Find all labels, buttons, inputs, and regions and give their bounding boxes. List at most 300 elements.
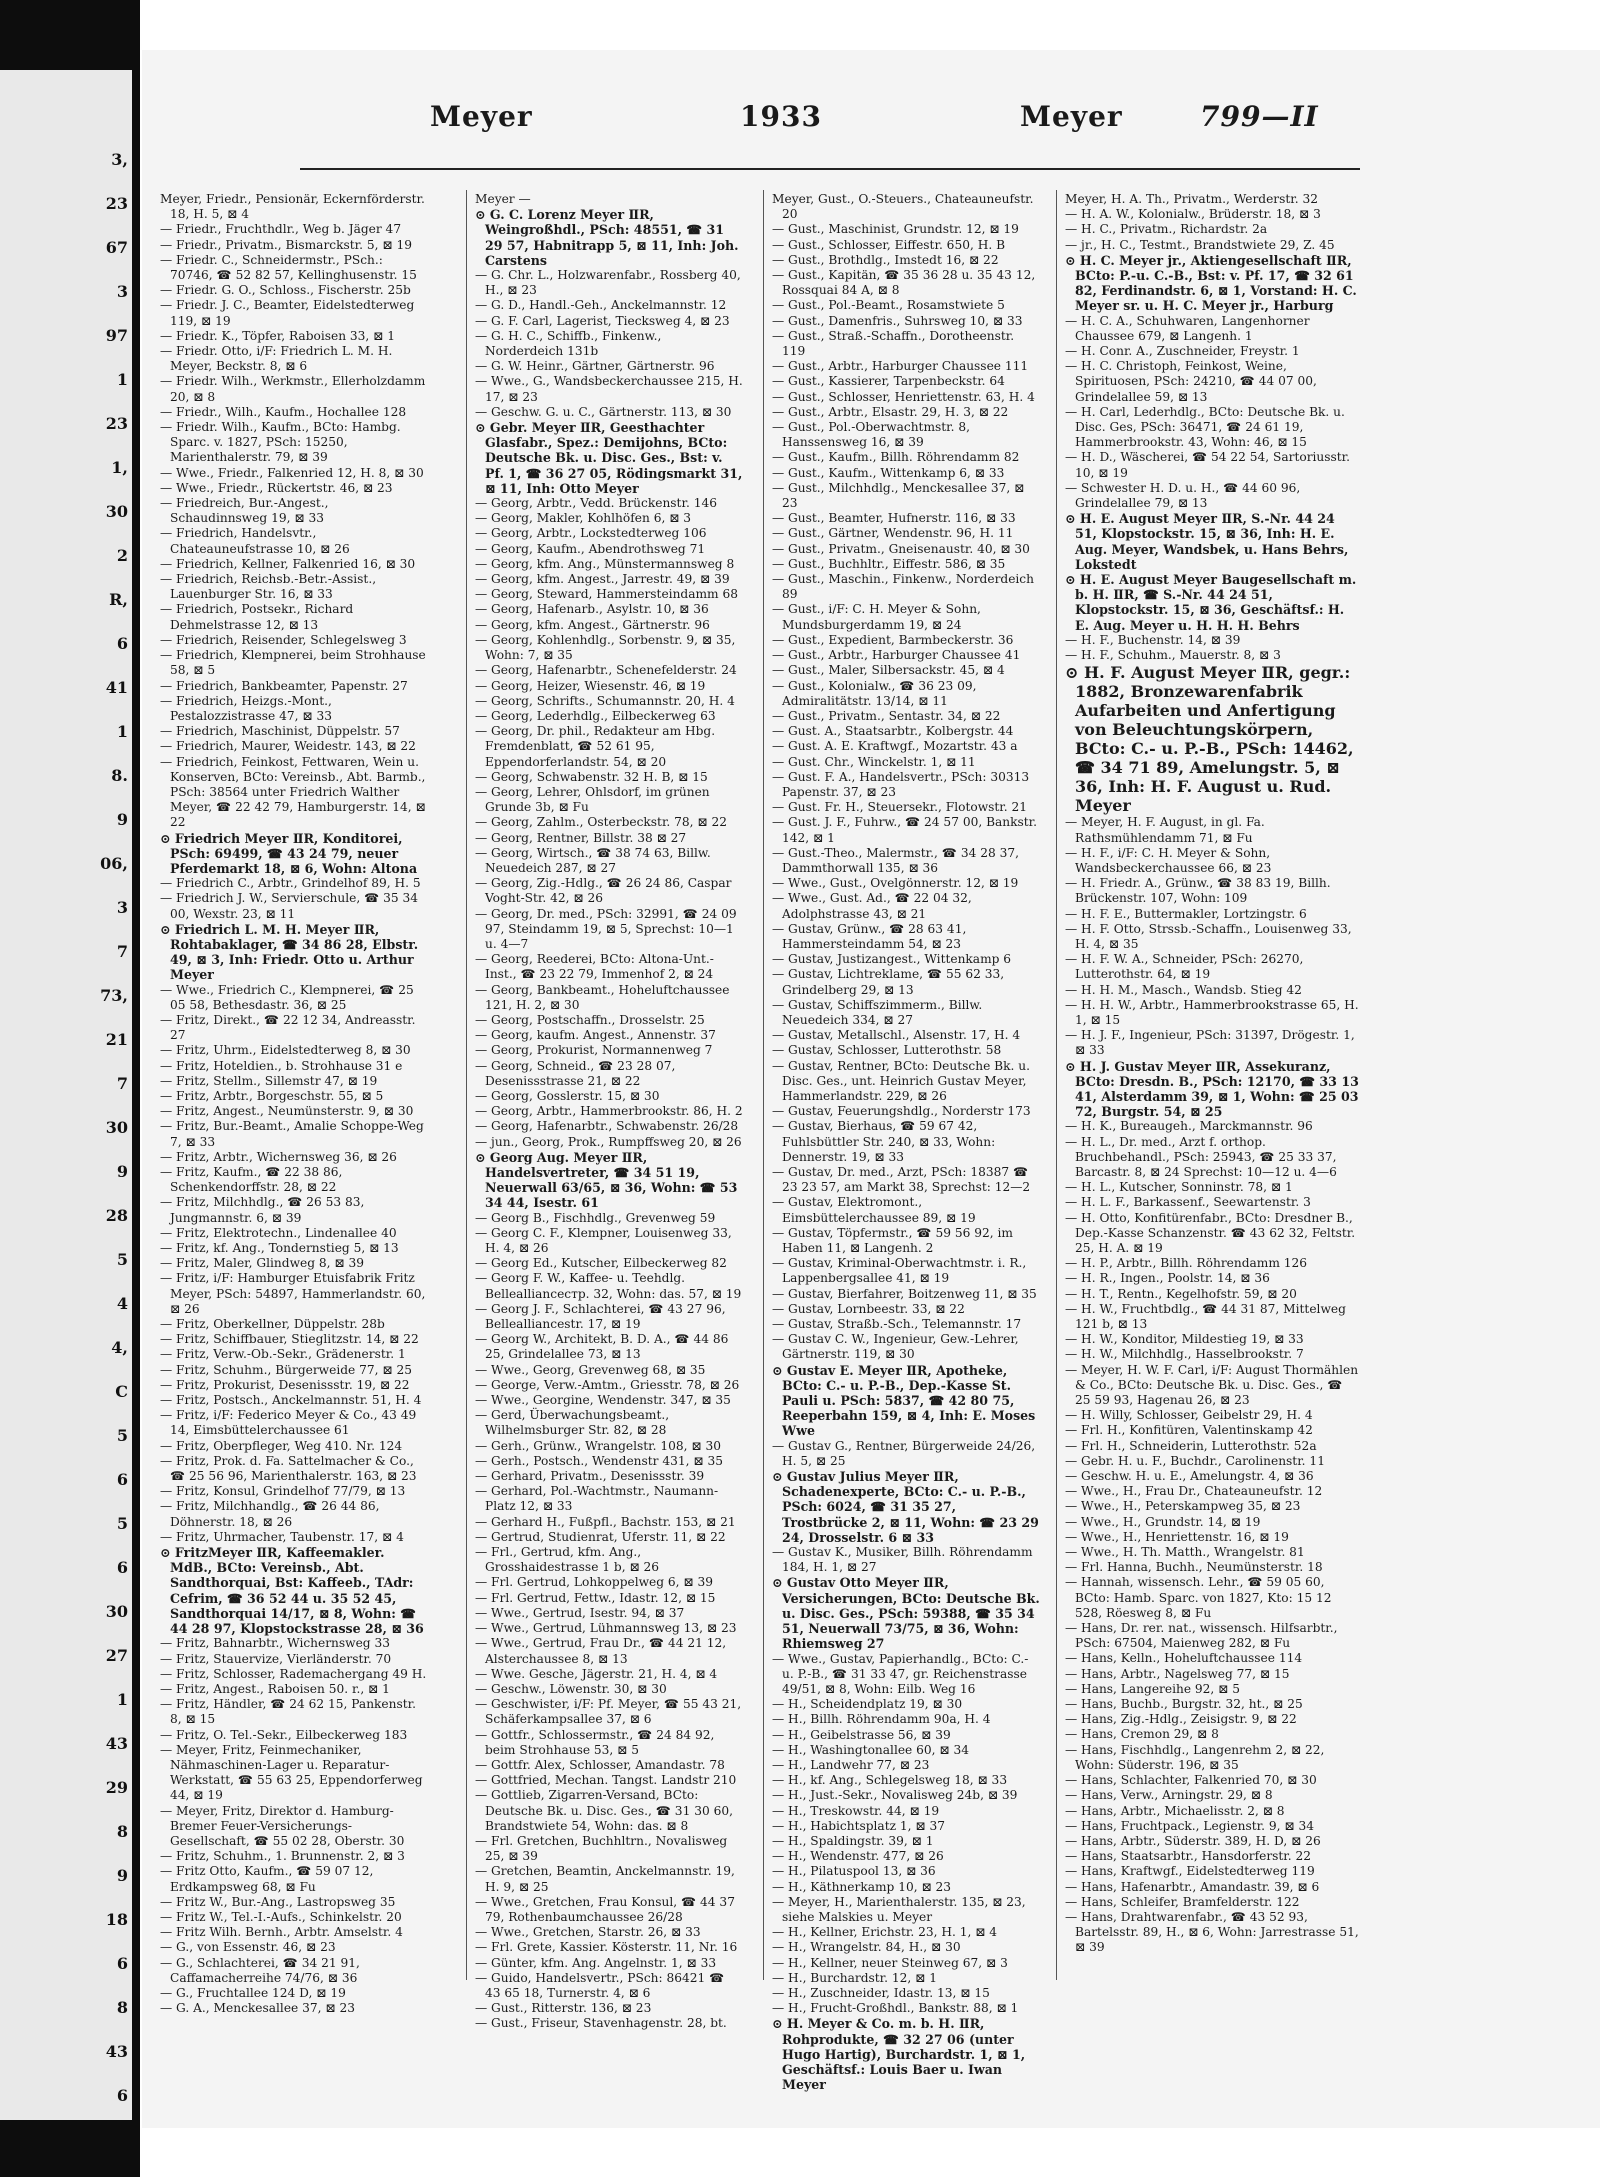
directory-entry: — Hans, Drahtwarenfabr., ☎ 43 52 93, Bartelsstr. 89, H., ⊠ 6, Wohn: Jarrestrasse 51, ⊠ 39 [1065, 1909, 1359, 1955]
directory-entry: — Hans, Schleifer, Bramfelderstr. 122 [1065, 1894, 1300, 1909]
directory-entry: — H. Otto, Konfitürenfabr., BCto: Dresdner B., Dep.-Kasse Schanzenstr. ☎ 43 62 32, Feltstr. 25, H. A. ⊠ 19 [1065, 1210, 1356, 1255]
previous-page-fragment: 21 [105, 1030, 128, 1049]
previous-page-fragment: 5 [116, 1250, 128, 1269]
directory-entry: — Fritz, Schuhm., 1. Brunnenstr. 2, ⊠ 3 [160, 1849, 405, 1864]
directory-entry: — Georg, Hafenarbtr., Schenefelderstr. 24 [475, 663, 737, 678]
directory-entry: — Hans, Schlachter, Falkenried 70, ⊠ 30 [1065, 1773, 1317, 1788]
column-divider [466, 190, 467, 1980]
directory-entry: — Gust., Buchhltr., Eiffestr. 586, ⊠ 35 [772, 556, 1006, 571]
firm-entry: ⊙ H. C. Meyer jr., Aktiengesellschaft ⅡR, BCto: P.-u. C.-B., Bst: v. Pf. 17, ☎ 32 61 82, Ferdinandstr. 6, ⊠ 1, Vorstand: H. C. Meyer sr. u. H. C. Meyer jr., Harburg [1065, 252, 1357, 314]
previous-page-fragment: 1, [111, 458, 128, 477]
previous-page-fragment: 3, [111, 150, 128, 169]
directory-entry: — Friedr., Fruchthdlr., Weg b. Jäger 47 [160, 222, 402, 237]
directory-entry: — H., Wendenstr. 477, ⊠ 26 [772, 1849, 944, 1864]
directory-entry: — Gust., Beamter, Hufnerstr. 116, ⊠ 33 [772, 511, 1016, 526]
directory-entry: — Gust., Arbtr., Elsastr. 29, H. 3, ⊠ 22 [772, 404, 1009, 419]
directory-entry: — Hans, Fruchtpack., Legienstr. 9, ⊠ 34 [1065, 1818, 1314, 1833]
directory-entry: — Friedr. Wilh., Werkmstr., Ellerholzdamm 20, ⊠ 8 [160, 374, 426, 404]
directory-entry: — Wwe., H., Peterskampweg 35, ⊠ 23 [1065, 1499, 1301, 1514]
directory-entry: — H. C., Privatm., Richardstr. 2a [1065, 222, 1268, 237]
directory-entry: — H. W., Konditor, Mildestieg 19, ⊠ 33 [1065, 1332, 1304, 1347]
directory-entry: — Fritz, Uhrm., Eidelstedterweg 8, ⊠ 30 [160, 1043, 411, 1058]
directory-entry: — Wwe., Friedr., Falkenried 12, H. 8, ⊠ 30 [160, 465, 424, 480]
directory-entry: — Fritz, Bur.-Beamt., Amalie Schoppe-Weg 7, ⊠ 33 [160, 1119, 424, 1149]
previous-page-fragment: 4, [111, 1338, 128, 1357]
directory-entry: — Hans, Cremon 29, ⊠ 8 [1065, 1727, 1219, 1742]
previous-page-fragment: 6 [116, 2086, 128, 2105]
directory-entry: — Fritz, Maler, Glindweg 8, ⊠ 39 [160, 1256, 364, 1271]
directory-entry: — H. C. A., Schuhwaren, Langenhorner Chaussee 679, ⊠ Langenh. 1 [1065, 313, 1310, 343]
directory-entry: — Gerh., Grünw., Wrangelstr. 108, ⊠ 30 [475, 1438, 721, 1453]
directory-entry: — Georg, Arbtr., Lockstedterweg 106 [475, 526, 707, 541]
directory-entry: — George, Verw.-Amtm., Griesstr. 78, ⊠ 26 [475, 1377, 740, 1392]
directory-entry: — H. D., Wäscherei, ☎ 54 22 54, Sartoriusstr. 10, ⊠ 19 [1065, 450, 1351, 480]
directory-entry: — H. Conr. A., Zuschneider, Freystr. 1 [1065, 344, 1300, 359]
directory-entry: — Georg, Arbtr., Hammerbrookstr. 86, H. 2 [475, 1104, 743, 1119]
directory-entry: — Friedreich, Bur.-Angest., Schaudinnsweg 19, ⊠ 33 [160, 496, 329, 526]
directory-entry: — Georg, Hafenarbtr., Schwabenstr. 26/28 [475, 1119, 739, 1134]
directory-entry: — Georg, Rentner, Billstr. 38 ⊠ 27 [475, 830, 687, 845]
directory-entry: — Hans, Fischhdlg., Langenrehm 2, ⊠ 22, Wohn: Süderstr. 196, ⊠ 35 [1065, 1742, 1325, 1772]
directory-entry: — Georg, Zig.-Hdlg., ☎ 26 24 86, Caspar Voght-Str. 42, ⊠ 26 [475, 876, 732, 906]
previous-page-fragment: 1 [116, 722, 128, 741]
directory-entry: — Gustav, Metallschl., Alsenstr. 17, H. 4 [772, 1028, 1021, 1043]
directory-entry: — Gustav K., Musiker, Billh. Röhrendamm 184, H. 1, ⊠ 27 [772, 1545, 1033, 1575]
directory-entry: — H., Habichtsplatz 1, ⊠ 37 [772, 1818, 945, 1833]
directory-entry: — Gebr. H. u. F., Buchdr., Carolinenstr. 11 [1065, 1453, 1325, 1468]
directory-entry: — Georg F. W., Kaffee- u. Teehdlg. Belleallianceстр. 32, Wohn: das. 57, ⊠ 19 [475, 1271, 742, 1301]
directory-entry: — Georg, Bankbeamt., Hoheluftchaussee 121, H. 2, ⊠ 30 [475, 982, 730, 1012]
directory-entry: — Frl. H., Konfitüren, Valentinskamp 42 [1065, 1423, 1313, 1438]
directory-entry: — Hans, Hafenarbtr., Amandastr. 39, ⊠ 6 [1065, 1879, 1320, 1894]
directory-entry: — Gustav G., Rentner, Bürgerweide 24/26, H. 5, ⊠ 25 [772, 1438, 1036, 1468]
directory-entry: — Geschwister, i/F: Pf. Meyer, ☎ 55 43 21, Schäferkampsallee 37, ⊠ 6 [475, 1697, 742, 1727]
directory-entry: — Fritz, Händler, ☎ 24 62 15, Pankenstr. 8, ⊠ 15 [160, 1697, 416, 1727]
directory-entry: — Frl. Gretchen, Buchhltrn., Novalisweg 25, ⊠ 39 [475, 1833, 728, 1864]
directory-entry: — Geschw., Löwenstr. 30, ⊠ 30 [475, 1681, 667, 1696]
directory-entry: — Gust., Schlosser, Henriettenstr. 63, H. 4 [772, 389, 1035, 404]
directory-entry: — Gust. Chr., Winckelstr. 1, ⊠ 11 [772, 754, 976, 769]
directory-entry: — Georg, kaufm. Angest., Annenstr. 37 [475, 1028, 716, 1043]
directory-entry: — Gustav, Dr. med., Arzt, PSch: 18387 ☎ 23 23 57, am Markt 38, Sprechst: 12—2 [772, 1165, 1031, 1195]
directory-entry: — Fritz, Stauervize, Vierländerstr. 70 [160, 1651, 392, 1666]
directory-entry: — Wwe., Gertrud, Lühmannsweg 13, ⊠ 23 [475, 1621, 737, 1636]
directory-entry: — H. L. F., Barkassenf., Seewartenstr. 3 [1065, 1195, 1311, 1210]
directory-entry: — Gust., Pol.-Oberwachtmstr. 8, Hanssensweg 16, ⊠ 39 [772, 420, 971, 450]
directory-entry: — Meyer, H. F. August, in gl. Fa. Rathsmühlendamm 71, ⊠ Fu [1065, 815, 1265, 845]
directory-entry: — Friedrich, Maurer, Weidestr. 143, ⊠ 22 [160, 739, 416, 754]
directory-entry: — Friedrich C., Arbtr., Grindelhof 89, H. 5 [160, 876, 421, 891]
directory-entry: — Georg, Dr. phil., Redakteur am Hbg. Fremdenblatt, ☎ 52 61 95, Eppendorferlandstr. 54, ⊠ 20 [475, 724, 716, 769]
directory-entry: — Wwe., Gustav, Papierhandlg., BCto: C.- u. P.-B., ☎ 31 33 47, gr. Reichenstrasse 49/51, ⊠ 8, Wohn: Eilb. Weg 16 [772, 1651, 1029, 1696]
directory-entry: — Meyer, Fritz, Feinmechaniker, Nähmaschinen-Lager u. Reparatur-Werkstatt, ☎ 55 63 25, Eppendorferweg 44, ⊠ 19 [160, 1742, 423, 1803]
previous-page-fragment: 27 [105, 1646, 128, 1665]
directory-entry: — Frl. H., Schneiderin, Lutterothstr. 52a [1065, 1438, 1317, 1453]
directory-entry: — Friedr. J. C., Beamter, Eidelstedterweg 119, ⊠ 19 [160, 298, 415, 328]
directory-entry: — H., Billh. Röhrendamm 90a, H. 4 [772, 1712, 991, 1727]
firm-entry: ⊙ H. J. Gustav Meyer ⅡR, Assekuranz, BCto: Dresdn. B., PSch: 12170, ☎ 33 13 41, Alsterdamm 39, ⊠ 1, Wohn: ☎ 25 03 72, Burgstr. 54, ⊠ 25 [1065, 1058, 1359, 1120]
directory-entry: — Frl. Grete, Kassier. Kösterstr. 11, Nr. 16 [475, 1940, 738, 1955]
directory-entry: — Fritz, Stellm., Sillemstr 47, ⊠ 19 [160, 1073, 378, 1088]
directory-entry: — Gust., Schlosser, Eiffestr. 650, H. B [772, 237, 1006, 252]
directory-entry: — H. F. Otto, Strssb.-Schaffn., Louisenweg 33, H. 4, ⊠ 35 [1065, 921, 1352, 951]
previous-page-fragment: 29 [105, 1778, 128, 1797]
directory-entry: — Wwe., H., Frau Dr., Chateauneufstr. 12 [1065, 1484, 1323, 1499]
column-3 [772, 192, 1040, 2093]
directory-entry: — H. P., Arbtr., Billh. Röhrendamm 126 [1065, 1256, 1308, 1271]
directory-entry: — Gust., Milchhdlg., Menckesallee 37, ⊠ 23 [772, 480, 1025, 511]
directory-entry: — Meyer, Fritz, Direktor d. Hamburg-Bremer Feuer-Versicherungs-Gesellschaft, ☎ 55 02 28, Oberstr. 30 [160, 1803, 405, 1848]
directory-entry: — H., Zuschneider, Idastr. 13, ⊠ 15 [772, 1985, 990, 2000]
directory-entry: — Gustav, Töpfermstr., ☎ 59 56 92, im Haben 11, ⊠ Langenh. 2 [772, 1225, 1013, 1256]
directory-entry: — Gustav, Lichtreklame, ☎ 55 62 33, Grindelberg 29, ⊠ 13 [772, 967, 1005, 997]
previous-page-fragment: 97 [105, 326, 128, 345]
directory-entry: — Wwe., Friedrich C., Klempnerei, ☎ 25 05 58, Bethesdastr. 36, ⊠ 25 [160, 982, 414, 1012]
header-page-number: 799—II [1200, 100, 1319, 133]
directory-entry: — G. Chr. L., Holzwarenfabr., Rossberg 40, H., ⊠ 23 [475, 268, 741, 298]
directory-entry: — H., Scheidendplatz 19, ⊠ 30 [772, 1697, 963, 1712]
directory-entry: — H. H. W., Arbtr., Hammerbrookstrasse 65, H. 1, ⊠ 15 [1065, 997, 1359, 1027]
previous-page-fragment: 43 [105, 2042, 128, 2061]
directory-entry: — Fritz, Milchhandlg., ☎ 26 44 86, Döhnerstr. 18, ⊠ 26 [160, 1499, 380, 1529]
directory-entry: — H., Geibelstrasse 56, ⊠ 39 [772, 1727, 951, 1742]
directory-entry: — Gustav, Feuerungshdlg., Norderstr 173 [772, 1104, 1031, 1119]
directory-entry: — Wwe., Gretchen, Starstr. 26, ⊠ 33 [475, 1925, 701, 1940]
directory-entry: — Fritz, Angest., Raboisen 50. r., ⊠ 1 [160, 1681, 390, 1696]
directory-entry: — Frl. Hanna, Buchh., Neumünsterstr. 18 [1065, 1560, 1323, 1575]
directory-entry: — Gust., Kolonialw., ☎ 36 23 09, Admiralitätstr. 13/14, ⊠ 11 [772, 678, 977, 708]
directory-entry: — H. L., Kutscher, Sonninstr. 78, ⊠ 1 [1065, 1180, 1293, 1195]
directory-entry: — Fritz, i/F: Federico Meyer & Co., 43 49 14, Eimsbüttelerchaussee 61 [160, 1408, 417, 1438]
directory-entry: — H. Willy, Schlosser, Geibelstr 29, H. 4 [1065, 1408, 1313, 1423]
column-divider [1056, 190, 1057, 1980]
directory-entry: — H., Käthnerkamp 10, ⊠ 23 [772, 1879, 952, 1894]
directory-entry: — Gottfr., Schlossermstr., ☎ 24 84 92, beim Strohhause 53, ⊠ 5 [475, 1727, 715, 1757]
previous-page-fragment: 7 [116, 942, 128, 961]
directory-entry: — Gustav, Justizangest., Wittenkamp 6 [772, 952, 1012, 967]
directory-entry: — H. H. M., Masch., Wandsb. Stieg 42 [1065, 982, 1302, 997]
directory-entry: — Gust., Arbtr., Harburger Chaussee 41 [772, 648, 1021, 663]
directory-entry: — Hans, Verw., Arningstr. 29, ⊠ 8 [1065, 1788, 1273, 1803]
directory-entry: — H. F., Schuhm., Mauerstr. 8, ⊠ 3 [1065, 648, 1281, 663]
directory-entry: — Gust., Maschinist, Grundstr. 12, ⊠ 19 [772, 222, 1019, 237]
directory-entry: — H. R., Ingen., Poolstr. 14, ⊠ 36 [1065, 1271, 1270, 1286]
directory-entry: — Fritz, Postsch., Anckelmannstr. 51, H. 4 [160, 1393, 422, 1408]
previous-page-fragment: 30 [105, 1602, 128, 1621]
directory-entry: — Fritz, kf. Ang., Tondernstieg 5, ⊠ 13 [160, 1241, 399, 1256]
previous-page-fragment: 8 [116, 1822, 128, 1841]
directory-entry: — H., Pilatuspool 13, ⊠ 36 [772, 1864, 936, 1879]
directory-entry: — H. F., Buchenstr. 14, ⊠ 39 [1065, 632, 1241, 647]
directory-entry: — Georg, Hafenarb., Asylstr. 10, ⊠ 36 [475, 602, 709, 617]
directory-entry: — Georg, Heizer, Wiesenstr. 46, ⊠ 19 [475, 678, 706, 693]
page-header [320, 100, 1600, 156]
directory-entry: — Wwe., Gust., Ovelgönnerstr. 12, ⊠ 19 [772, 876, 1019, 891]
directory-entry: — Wwe., Georg, Grevenweg 68, ⊠ 35 [475, 1362, 706, 1377]
directory-entry: — Fritz W., Tel.-I.-Aufs., Schinkelstr. 20 [160, 1909, 402, 1924]
directory-entry: — Hans, Kraftwgf., Eidelstedterweg 119 [1065, 1864, 1315, 1879]
firm-entry: ⊙ H. F. August Meyer ⅡR, gegr.: 1882, Bronzewarenfabrik Aufarbeiten und Anfertigung von Beleuchtungskörpern, BCto: C.- u. P.-B., PSch: 14462, ☎ 34 71 89, Amelungstr. 5, ⊠ 36, Inh: H. F. August u. Rud. Meyer [1065, 663, 1354, 816]
directory-entry: — H., Burchardstr. 12, ⊠ 1 [772, 1970, 937, 1985]
directory-entry: — Georg, Prokurist, Normannenweg 7 [475, 1043, 713, 1058]
directory-entry: — H. W., Milchhdlg., Hasselbrookstr. 7 [1065, 1347, 1304, 1362]
directory-entry: — Gertrud, Studienrat, Uferstr. 11, ⊠ 22 [475, 1529, 726, 1544]
previous-page-fragment: 67 [105, 238, 128, 257]
firm-entry: ⊙ Friedrich L. M. H. Meyer ⅡR, Rohtabaklager, ☎ 34 86 28, Elbstr. 49, ⊠ 3, Inh: Friedr. Otto u. Arthur Meyer [160, 921, 419, 983]
previous-page-fragment: 3 [116, 898, 128, 917]
directory-entry: — Friedr. K., Töpfer, Raboisen 33, ⊠ 1 [160, 328, 396, 343]
directory-entry: — Friedr. Wilh., Kaufm., BCto: Hambg. Sparc. v. 1827, PSch: 15250, Marienthalerstr. 79, ⊠ 39 [160, 420, 401, 465]
directory-entry: — Hans, Kelln., Hoheluftchaussee 114 [1065, 1651, 1303, 1666]
previous-page-fragment: 7 [116, 1074, 128, 1093]
directory-entry: — H., Wrangelstr. 84, H., ⊠ 30 [772, 1940, 961, 1955]
previous-page-fragment: 18 [105, 1910, 128, 1929]
directory-entry: — Fritz, Bahnarbtr., Wichernsweg 33 [160, 1636, 390, 1651]
directory-entry: — Gustav, Straßb.-Sch., Telemannstr. 17 [772, 1317, 1022, 1332]
directory-entry: — Georg C. F., Klempner, Louisenweg 33, H. 4, ⊠ 26 [475, 1225, 732, 1256]
directory-entry: — H. W., Fruchtbdlg., ☎ 44 31 87, Mittelweg 121 b, ⊠ 13 [1065, 1301, 1346, 1331]
directory-entry: — Gustav, Elektromont., Eimsbüttelerchaussee 89, ⊠ 19 [772, 1195, 976, 1225]
directory-entry: — H., Spaldingstr. 39, ⊠ 1 [772, 1833, 934, 1848]
directory-entry: — H. F. E., Buttermakler, Lortzingstr. 6 [1065, 906, 1307, 921]
directory-entry: — H. L., Dr. med., Arzt f. orthop. Bruchbehandl., PSch: 25943, ☎ 25 33 37, Barcastr. 8, ⊠ 24 Sprechst: 10—12 u. 4—6 [1065, 1134, 1337, 1179]
directory-entry: — Friedrich, Reichsb.-Betr.-Assist., Lauenburger Str. 16, ⊠ 33 [160, 572, 377, 602]
directory-entry: — Fritz, Angest., Neumünsterstr. 9, ⊠ 30 [160, 1104, 414, 1119]
directory-entry: — Hans, Dr. rer. nat., wissensch. Hilfsarbtr., PSch: 67504, Maienweg 282, ⊠ Fu [1065, 1621, 1338, 1651]
directory-entry: — H., kf. Ang., Schlegelsweg 18, ⊠ 33 [772, 1773, 1008, 1788]
directory-entry: — Schwester H. D. u. H., ☎ 44 60 96, Grindelallee 79, ⊠ 13 [1065, 480, 1301, 511]
directory-entry: — Gust., Pol.-Beamt., Rosamstwiete 5 [772, 298, 1005, 313]
directory-entry: — Frl. Gertrud, Fettw., Idastr. 12, ⊠ 15 [475, 1590, 716, 1605]
directory-entry: — Meyer, H., Marienthalerstr. 135, ⊠ 23, siehe Malskies u. Meyer [772, 1894, 1026, 1924]
previous-page-edge [0, 70, 132, 2120]
directory-entry: — Gustav, Schiffszimmerm., Billw. Neuedeich 334, ⊠ 27 [772, 997, 983, 1027]
directory-entry: — H. F., i/F: C. H. Meyer & Sohn, Wandsbeckerchaussee 66, ⊠ 23 [1065, 845, 1272, 875]
directory-entry: — Georg, Dr. med., PSch: 32991, ☎ 24 09 97, Steindamm 19, ⊠ 5, Sprechst: 10—1 u. 4—7 [475, 906, 737, 951]
directory-entry: — Fritz Wilh. Bernh., Arbtr. Amselstr. 4 [160, 1925, 403, 1940]
directory-entry: — Wwe., Gertrud, Isestr. 94, ⊠ 37 [475, 1605, 685, 1620]
directory-entry: — Gust., Kassierer, Tarpenbeckstr. 64 [772, 374, 1005, 389]
directory-entry: — Wwe., H. Th. Matth., Wrangelstr. 81 [1065, 1545, 1305, 1560]
directory-entry: — Gustav, Bierhaus, ☎ 59 67 42, Fuhlsbüttler Str. 240, ⊠ 33, Wohn: Dennerstr. 19, ⊠ 33 [772, 1119, 996, 1164]
directory-entry: — Gustav C. W., Ingenieur, Gew.-Lehrer, Gärtnerstr. 119, ⊠ 30 [772, 1332, 1019, 1362]
previous-page-fragment: R, [109, 590, 128, 609]
directory-entry: — Meyer, H. W. F. Carl, i/F: August Thormählen & Co., BCto: Deutsche Bk. u. Disc. Ges., ☎ 25 59 93, Hagenau 26, ⊠ 23 [1065, 1362, 1359, 1408]
directory-entry: — Georg, Wirtsch., ☎ 38 74 63, Billw. Neuedeich 287, ⊠ 27 [475, 845, 711, 875]
directory-entry: Meyer, Gust., O.-Steuers., Chateauneufstr. 20 [772, 192, 1034, 222]
directory-entry: — Gust., Arbtr., Harburger Chaussee 111 [772, 359, 1029, 374]
directory-entry: — Gottlieb, Zigarren-Versand, BCto: Deutsche Bk. u. Disc. Ges., ☎ 31 30 60, Brandstwiete 54, Wohn: das. ⊠ 8 [475, 1788, 733, 1833]
directory-entry: — Georg B., Fischhdlg., Grevenweg 59 [475, 1210, 716, 1225]
previous-page-fragment: 6 [116, 634, 128, 653]
directory-entry: — Gust., Brothdlg., Imstedt 16, ⊠ 22 [772, 252, 999, 267]
directory-entry: — Fritz, Kaufm., ☎ 22 38 86, Schenkendorffstr. 28, ⊠ 22 [160, 1165, 343, 1195]
directory-entry: — Wwe. Gesche, Jägerstr. 21, H. 4, ⊠ 4 [475, 1666, 718, 1681]
directory-entry: — G., Fruchtallee 124 D, ⊠ 19 [160, 1985, 346, 2000]
directory-entry: — Wwe., G., Wandsbeckerchaussee 215, H. 17, ⊠ 23 [475, 374, 743, 404]
directory-entry: — Gust., i/F: C. H. Meyer & Sohn, Mundsburgerdamm 19, ⊠ 24 [772, 602, 981, 632]
previous-page-fragment: 3 [116, 282, 128, 301]
directory-entry: — Georg, Schwabenstr. 32 H. B, ⊠ 15 [475, 769, 708, 784]
directory-entry: — Georg, Lederhdlg., Eilbeckerweg 63 [475, 708, 716, 723]
directory-entry: — Fritz, Milchhdlg., ☎ 26 53 83, Jungmannstr. 6, ⊠ 39 [160, 1195, 365, 1225]
directory-entry: — Wwe., Friedr., Rückertstr. 46, ⊠ 23 [160, 480, 393, 495]
previous-page-fragment: 23 [105, 414, 128, 433]
directory-entry: — Günter, kfm. Ang. Angelnstr. 1, ⊠ 33 [475, 1955, 717, 1970]
directory-entry: — Georg, Schneid., ☎ 23 28 07, Desenissstrasse 21, ⊠ 22 [475, 1058, 676, 1088]
previous-page-fragment: 1 [116, 1690, 128, 1709]
previous-page-fragment: 23 [105, 194, 128, 213]
directory-entry: — Friedrich, Bankbeamter, Papenstr. 27 [160, 678, 408, 693]
directory-entry: — G., Schlachterei, ☎ 34 21 91, Caffamacherreihe 74/76, ⊠ 36 [160, 1955, 360, 1985]
directory-entry: — Gust. F. A., Handelsvertr., PSch: 30313 Papenstr. 37, ⊠ 23 [772, 769, 1030, 799]
directory-entry: — Fritz, Arbtr., Borgeschstr. 55, ⊠ 5 [160, 1088, 384, 1103]
directory-entry: — Gust., Kaufm., Billh. Röhrendamm 82 [772, 450, 1020, 465]
directory-entry: — Fritz, Schlosser, Rademachergang 49 H. [160, 1666, 427, 1681]
directory-entry: — Georg, Zahlm., Osterbeckstr. 78, ⊠ 22 [475, 815, 728, 830]
previous-page-fragment: 9 [116, 1866, 128, 1885]
directory-entry: — Wwe., Gretchen, Frau Konsul, ☎ 44 37 79, Rothenbaumchaussee 26/28 [475, 1894, 735, 1924]
previous-page-fragment: 9 [116, 1162, 128, 1181]
directory-entry: — Friedrich, Heizgs.-Mont., Pestalozzistrasse 47, ⊠ 33 [160, 693, 332, 723]
previous-page-fragment: 9 [116, 810, 128, 829]
header-right-name: Meyer [1020, 100, 1123, 133]
directory-entry: — Geschw. G. u. C., Gärtnerstr. 113, ⊠ 30 [475, 404, 732, 419]
directory-entry: — H. T., Rentn., Kegelhofstr. 59, ⊠ 20 [1065, 1286, 1297, 1301]
previous-page-fragment: 30 [105, 502, 128, 521]
directory-entry: Meyer, Friedr., Pensionär, Eckernförderstr. 18, H. 5, ⊠ 4 [160, 192, 425, 222]
directory-entry: — Gust. A., Staatsarbtr., Kolbergstr. 44 [772, 724, 1014, 739]
firm-entry: ⊙ H. E. August Meyer ⅡR, S.-Nr. 44 24 51, Klopstockstr. 15, ⊠ 36, Inh: H. E. Aug. Meyer, Wandsbek, u. Hans Behrs, Lokstedt [1065, 511, 1349, 572]
previous-page-fragment: 2 [116, 546, 128, 565]
directory-entry: — Hans, Arbtr., Süderstr. 389, H. D, ⊠ 26 [1065, 1833, 1321, 1848]
directory-entry: — Wwe., Georgine, Wendenstr. 347, ⊠ 35 [475, 1393, 731, 1408]
directory-entry: — Gerh., Postsch., Wendenstr 431, ⊠ 35 [475, 1453, 723, 1468]
column-divider [763, 190, 764, 1980]
directory-entry: — Friedr., Wilh., Kaufm., Hochallee 128 [160, 404, 407, 419]
directory-entry: — Hans, Langereihe 92, ⊠ 5 [1065, 1681, 1240, 1696]
directory-entry: — Hannah, wissensch. Lehr., ☎ 59 05 60, BCto: Hamb. Sparc. von 1827, Kto: 15 12 528, Röesweg 8, ⊠ Fu [1065, 1575, 1332, 1620]
directory-entry: — Gust., Privatm., Gneisenaustr. 40, ⊠ 30 [772, 541, 1030, 556]
directory-entry: — Fritz, Prok. d. Fa. Sattelmacher & Co., ☎ 25 56 96, Marienthalerstr. 163, ⊠ 23 [160, 1453, 417, 1484]
directory-entry: — jun., Georg, Prok., Rumpffsweg 20, ⊠ 26 [475, 1134, 742, 1149]
directory-entry: — Wwe., H., Grundstr. 14, ⊠ 19 [1065, 1514, 1261, 1529]
directory-entry: — Friedrich J. W., Servierschule, ☎ 35 34 00, Wexstr. 23, ⊠ 11 [160, 891, 419, 921]
directory-entry: — Georg Ed., Kutscher, Eilbeckerweg 82 [475, 1256, 727, 1271]
directory-entry: — Fritz, Schuhm., Bürgerweide 77, ⊠ 25 [160, 1362, 412, 1377]
directory-entry: — Fritz W., Bur.-Ang., Lastropsweg 35 [160, 1894, 396, 1909]
directory-entry: — Hans, Buchb., Burgstr. 32, ht., ⊠ 25 [1065, 1697, 1303, 1712]
directory-entry: — Hans, Staatsarbtr., Hansdorferstr. 22 [1065, 1849, 1312, 1864]
directory-entry: — Friedrich, Postsekr., Richard Dehmelstrasse 12, ⊠ 13 [160, 602, 354, 632]
directory-entry: — Gottfried, Mechan. Tangst. Landstr 210 [475, 1773, 737, 1788]
previous-page-fragment: 5 [116, 1514, 128, 1533]
directory-entry: — Friedrich, Feinkost, Fettwaren, Wein u. Konserven, BCto: Vereinsb., Abt. Barmb., PSch: 38564 unter Friedrich Walther Meyer, ☎ 22 42 79, Hamburgerstr. 14, ⊠ 22 [160, 754, 426, 830]
header-left-name: Meyer [430, 100, 533, 133]
directory-entry: — Friedrich, Maschinist, Düppelstr. 57 [160, 724, 400, 739]
previous-page-fragment: 6 [116, 1470, 128, 1489]
directory-entry: — Fritz, Hoteldien., b. Strohhause 31 e [160, 1058, 403, 1073]
directory-entry: — G. W. Heinr., Gärtner, Gärtnerstr. 96 [475, 359, 715, 374]
previous-page-fragment: C [115, 1382, 128, 1401]
directory-entry: Meyer — [475, 192, 531, 206]
directory-entry: — H. Friedr. A., Grünw., ☎ 38 83 19, Billh. Brückenstr. 107, Wohn: 109 [1065, 876, 1331, 906]
directory-entry: — Wwe., H., Henriettenstr. 16, ⊠ 19 [1065, 1529, 1289, 1544]
directory-entry: — H., Frucht-Großhdl., Bankstr. 88, ⊠ 1 [772, 2001, 1019, 2016]
directory-entry: — Hans, Arbtr., Michaelisstr. 2, ⊠ 8 [1065, 1803, 1285, 1818]
directory-entry: — Hans, Arbtr., Nagelsweg 77, ⊠ 15 [1065, 1666, 1290, 1681]
directory-entry: — H., Washingtonallee 60, ⊠ 34 [772, 1742, 969, 1757]
directory-entry: — Gustav, Schlosser, Lutterothstr. 58 [772, 1043, 1002, 1058]
header-year: 1933 [740, 100, 822, 133]
previous-page-fragment: 6 [116, 1558, 128, 1577]
directory-entry: — Fritz, Schiffbauer, Stieglitzstr. 14, ⊠ 22 [160, 1332, 419, 1347]
directory-entry: — Georg, Postschaffn., Drosselstr. 25 [475, 1012, 705, 1027]
directory-entry: — Georg, Reederei, BCto: Altona-Unt.-Inst., ☎ 23 22 79, Immenhof 2, ⊠ 24 [475, 952, 714, 982]
directory-entry: — G. A., Menckesallee 37, ⊠ 23 [160, 2001, 355, 2016]
firm-entry: ⊙ Friedrich Meyer ⅡR, Konditorei, PSch: 69499, ☎ 43 24 79, neuer Pferdemarkt 18, ⊠ 6, Wohn: Altona [160, 830, 418, 876]
directory-entry: — Friedrich, Handelsvtr., Chateauneufstrasse 10, ⊠ 26 [160, 526, 350, 556]
firm-entry: ⊙ G. C. Lorenz Meyer ⅡR, Weingroßhdl., PSch: 48551, ☎ 31 29 57, Habnitrapp 5, ⊠ 11, Inh: Joh. Carstens [475, 207, 739, 268]
directory-entry: — jr., H. C., Testmt., Brandstwiete 29, Z. 45 [1065, 237, 1335, 252]
previous-page-fragment: 1 [116, 370, 128, 389]
directory-entry: — H., Kellner, neuer Steinweg 67, ⊠ 3 [772, 1955, 1008, 1970]
directory-entry: Meyer, H. A. Th., Privatm., Werderstr. 32 [1065, 192, 1319, 206]
directory-entry: — G. D., Handl.-Geh., Anckelmannstr. 12 [475, 298, 727, 313]
directory-entry: — Friedrich, Klempnerei, beim Strohhause 58, ⊠ 5 [160, 648, 426, 678]
directory-entry: — H. A. W., Kolonialw., Brüderstr. 18, ⊠ 3 [1065, 207, 1321, 222]
directory-entry: — Gust., Privatm., Sentastr. 34, ⊠ 22 [772, 708, 1001, 723]
directory-entry: — Fritz, Direkt., ☎ 22 12 34, Andreasstr. 27 [160, 1012, 416, 1043]
firm-entry: ⊙ Gustav Otto Meyer ⅡR, Versicherungen, BCto: Deutsche Bk. u. Disc. Ges., PSch: 59388, ☎ 35 34 51, Neuerwall 73/75, ⊠ 36, Wohn: Rhiemsweg 27 [772, 1575, 1040, 1652]
previous-page-fragment: 6 [116, 1954, 128, 1973]
directory-entry: — Gust., Kaufm., Wittenkamp 6, ⊠ 33 [772, 465, 1005, 480]
directory-entry: — Fritz, Prokurist, Desenissstr. 19, ⊠ 22 [160, 1377, 410, 1392]
directory-entry: — Georg W., Architekt, B. D. A., ☎ 44 86 25, Grindelallee 73, ⊠ 13 [475, 1332, 729, 1362]
directory-entry: — Fritz, O. Tel.-Sekr., Eilbeckerweg 183 [160, 1727, 408, 1742]
directory-entry: — Wwe., Gust. Ad., ☎ 22 04 32, Adolphstrasse 43, ⊠ 21 [772, 891, 972, 921]
previous-page-fragment: 30 [105, 1118, 128, 1137]
directory-entry: — Friedrich, Kellner, Falkenried 16, ⊠ 30 [160, 556, 416, 571]
directory-entry: — Gust., Maler, Silbersackstr. 45, ⊠ 4 [772, 663, 1005, 678]
directory-entry: — Fritz, i/F: Hamburger Etuisfabrik Fritz Meyer, PSch: 54897, Hammerlandstr. 60, ⊠ 26 [160, 1271, 426, 1316]
directory-entry: — Gust. A. E. Kraftwgf., Mozartstr. 43 a [772, 739, 1018, 754]
directory-entry: — Georg, kfm. Angest., Gärtnerstr. 96 [475, 617, 710, 632]
directory-entry: — H. C. Christoph, Feinkost, Weine, Spirituosen, PSch: 24210, ☎ 44 07 00, Grindelallee 59, ⊠ 13 [1065, 359, 1317, 404]
directory-entry: — Gustav, Bierfahrer, Boitzenweg 11, ⊠ 35 [772, 1286, 1037, 1301]
directory-entry: — G. H. C., Schiffb., Finkenw., Norderdeich 131b [475, 328, 662, 359]
directory-entry: — Gust., Expedient, Barmbeckerstr. 36 [772, 632, 1014, 647]
directory-entry: — Gust., Kapitän, ☎ 35 36 28 u. 35 43 12, Rossquai 84 A, ⊠ 8 [772, 268, 1036, 298]
directory-entry: — Friedr. C., Schneidermstr., PSch.: 70746, ☎ 52 82 57, Kellinghusenstr. 15 [160, 252, 417, 283]
firm-entry: ⊙ Georg Aug. Meyer ⅡR, Handelsvertreter, ☎ 34 51 19, Neuerwall 63/65, ⊠ 36, Wohn: ☎ 53 34 44, Isestr. 61 [475, 1149, 738, 1211]
firm-entry: ⊙ H. E. August Meyer Baugesellschaft m. b. H. ⅡR, ☎ S.-Nr. 44 24 51, Klopstockstr. 15, ⊠ 36, Geschäftsf.: H. E. Aug. Meyer u. H. H. H. Behrs [1065, 572, 1357, 633]
directory-entry: — Gustav, Kriminal-Oberwachtmstr. i. R., Lappenbergsallee 41, ⊠ 19 [772, 1256, 1027, 1286]
directory-entry: — Gretchen, Beamtin, Anckelmannstr. 19, H. 9, ⊠ 25 [475, 1864, 735, 1894]
directory-entry: — H. J. F., Ingenieur, PSch: 31397, Drögestr. 1, ⊠ 33 [1065, 1028, 1355, 1058]
column-1 [160, 192, 428, 2072]
directory-entry: — Fritz, Elektrotechn., Lindenallee 40 [160, 1225, 397, 1240]
directory-entry: — H., Just.-Sekr., Novalisweg 24b, ⊠ 39 [772, 1788, 1018, 1803]
directory-entry: — Gerhard, Privatm., Desenissstr. 39 [475, 1469, 705, 1484]
directory-entry: — Hans, Zig.-Hdlg., Zeisigstr. 9, ⊠ 22 [1065, 1712, 1297, 1727]
previous-page-fragment: 73, [100, 986, 128, 1005]
firm-entry: ⊙ Gebr. Meyer ⅡR, Geesthachter Glasfabr., Spez.: Demijohns, BCto: Deutsche Bk. u. Disc. Ges., Bst: v. Pf. 1, ☎ 36 27 05, Rödingsmarkt 31, ⊠ 11, Inh: Otto Meyer [475, 420, 743, 496]
directory-entry: — Gustav, Grünw., ☎ 28 63 41, Hammersteindamm 54, ⊠ 23 [772, 921, 967, 951]
directory-entry: — Friedr. Otto, i/F: Friedrich L. M. H. Meyer, Beckstr. 8, ⊠ 6 [160, 344, 393, 374]
directory-entry: — Gust.-Theo., Malermstr., ☎ 34 28 37, Dammthorwall 135, ⊠ 36 [772, 845, 1019, 875]
directory-entry: — H. K., Bureaugeh., Marckmannstr. 96 [1065, 1119, 1313, 1134]
